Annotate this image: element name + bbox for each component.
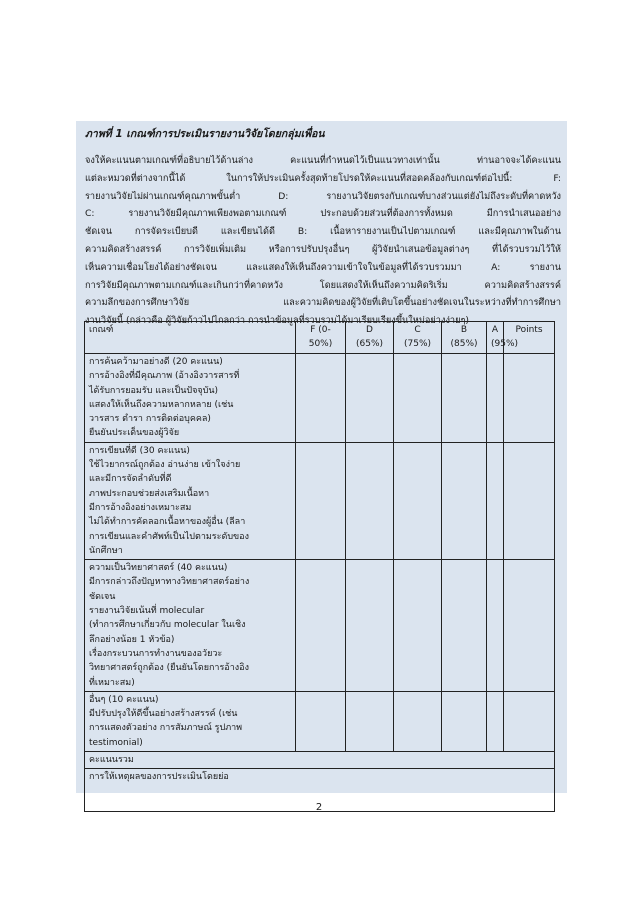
header-f-line: F (0- <box>310 325 331 335</box>
criteria-line: ความเป็นวิทยาศาสตร์ (40 คะแนน) <box>89 563 228 574</box>
table-row <box>85 442 555 559</box>
instructions-paragraph <box>85 152 561 330</box>
instruction-line: ชัดเจน การจัดระเบียบดี และเขียนได้ดี B: เนื้อหารายงานเป็นไปตามเกณฑ์ และมีคุณภาพในด้าน <box>85 226 561 238</box>
points-cell[interactable] <box>504 354 555 443</box>
criteria-line: ได้รับการยอมรับ และเป็นปัจจุบัน) <box>89 385 219 396</box>
criteria-line: เรื่องกระบวนการทำงานของอวัยวะ <box>89 648 223 659</box>
header-points: Points <box>504 322 555 354</box>
header-f <box>296 322 346 354</box>
header-c-line: (75%) <box>403 339 432 350</box>
instruction-line: งานวิจัยนี้ (กล่าวคือ ผู้วิจัยก้าวไปไกลกว่า การนำข้อมูลที่รวบรวมได้มาเรียบเรียงขึ้นใหม่อย่างง่ายๆ) <box>85 315 469 327</box>
header-b-line: B <box>460 325 468 335</box>
criteria-line: การอ้างอิงที่มีคุณภาพ (อ้างอิงวารสารที่ <box>89 371 240 382</box>
instruction-line: C: รายงานวิจัยมีคุณภาพเพียงพอตามเกณฑ์ ประกอบด้วยส่วนที่ต้องการทั้งหมด มีการนำเสนออย่าง <box>85 208 561 220</box>
header-f-line: 50%) <box>308 339 333 350</box>
header-a <box>487 322 519 354</box>
criteria-line: testimonial) <box>89 737 143 748</box>
criteria-line: การเขียนที่ดี (30 คะแนน) <box>89 445 190 456</box>
criteria-cell <box>85 691 296 751</box>
score-cell[interactable] <box>442 354 487 443</box>
header-c <box>394 322 442 354</box>
figure-caption: ภาพที่ 1 เกณฑ์การประเมินรายงานวิจัยโดยกลุ่มเพื่อน <box>85 128 325 140</box>
criteria-line: ภาพประกอบช่วยส่งเสริมเนื้อหา <box>89 488 210 499</box>
criteria-line: การค้นคว้ามาอย่างดี (20 คะแนน) <box>89 357 223 367</box>
rubric-table <box>84 321 555 812</box>
score-cell[interactable] <box>442 560 487 692</box>
criteria-line: รายงานวิจัยเน้นที่ molecular <box>89 606 205 617</box>
criteria-line: มีการกล่าวถึงปัญหาทางวิทยาศาสตร์อย่าง <box>89 577 250 588</box>
header-d <box>346 322 394 354</box>
criteria-cell <box>85 442 296 559</box>
criteria-line: ที่เหมาะสม) <box>89 677 135 688</box>
criteria-line: วิทยาศาสตร์ถูกต้อง (ยืนยันโดยการอ้างอิง <box>89 663 249 674</box>
header-a-line: A <box>491 325 499 335</box>
points-cell[interactable] <box>504 442 555 559</box>
criteria-line: ไม่ได้ทำการคัดลอกเนื้อหาของผู้อื่น (ลีลา <box>89 517 246 528</box>
points-cell[interactable] <box>504 691 555 751</box>
criteria-line: วารสาร ตำรา การติดต่อบุคคล) <box>89 414 211 425</box>
score-cell[interactable] <box>442 691 487 751</box>
score-cell[interactable] <box>296 691 346 751</box>
criteria-line: ลึกอย่างน้อย 1 หัวข้อ) <box>89 634 175 645</box>
score-cell[interactable] <box>394 691 442 751</box>
criteria-line: และมีการจัดลำดับที่ดี <box>89 474 172 485</box>
score-cell[interactable] <box>394 560 442 692</box>
criteria-line: นักศึกษา <box>89 545 123 556</box>
score-cell[interactable] <box>442 442 487 559</box>
score-cell[interactable] <box>487 442 504 559</box>
criteria-line: ใช้ไวยากรณ์ถูกต้อง อ่านง่าย เข้าใจง่าย <box>89 460 241 471</box>
instruction-line: เห็นความเชื่อมโยงได้อย่างชัดเจน และแสดงให้เห็นถึงความเข้าใจในข้อมูลที่ได้รวบรวมมา A: รายงาน <box>85 261 561 273</box>
header-c-line: C <box>414 325 421 335</box>
table-row <box>85 560 555 692</box>
score-cell[interactable] <box>296 560 346 692</box>
score-cell[interactable] <box>346 691 394 751</box>
total-label: คะแนนรวม <box>85 752 555 769</box>
score-cell[interactable] <box>296 442 346 559</box>
score-cell[interactable] <box>346 354 394 443</box>
header-a-line: (95%) <box>491 339 519 350</box>
instruction-line: แต่ละหมวดที่ต่างจากนี้ได้ ในการให้ประเมินครั้งสุดท้ายโปรดให้คะแนนที่สอดคล้องกับเกณฑ์ต่อไปนี้: F: <box>85 172 561 184</box>
score-cell[interactable] <box>487 560 504 692</box>
criteria-cell <box>85 560 296 692</box>
table-row <box>85 354 555 443</box>
table-row <box>85 691 555 751</box>
header-criteria: เกณฑ์ <box>85 322 296 354</box>
score-cell[interactable] <box>487 691 504 751</box>
score-cell[interactable] <box>394 354 442 443</box>
reason-label[interactable]: การให้เหตุผลของการประเมินโดยย่อ <box>85 769 555 812</box>
score-cell[interactable] <box>346 442 394 559</box>
instruction-line: ความลึกของการศึกษาวิจัย และความคิดของผู้วิจัยที่เติบโตขึ้นอย่างชัดเจนในระหว่างที่ทำการศึกษา <box>85 297 561 309</box>
criteria-line: มีปรับปรุงให้ดีขึ้นอย่างสร้างสรรค์ (เช่น <box>89 709 238 720</box>
criteria-line: การเขียนและคำศัพท์เป็นไปตามระดับของ <box>89 531 249 542</box>
score-cell[interactable] <box>296 354 346 443</box>
instruction-line: จงให้คะแนนตามเกณฑ์ที่อธิบายไว้ด้านล่าง คะแนนที่กำหนดไว้เป็นแนวทางเท่านั้น ท่านอาจจะได้คะแนน <box>85 155 561 166</box>
header-b-line: (85%) <box>450 339 478 350</box>
criteria-line: แสดงให้เห็นถึงความหลากหลาย (เช่น <box>89 399 234 410</box>
criteria-line: มีการอ้างอิงอย่างเหมาะสม <box>89 502 192 513</box>
page-number: 2 <box>315 802 323 813</box>
header-d-line: (65%) <box>355 339 384 350</box>
score-cell[interactable] <box>487 354 504 443</box>
criteria-line: ชัดเจน <box>89 591 116 602</box>
score-cell[interactable] <box>346 560 394 692</box>
instruction-line: การวิจัยมีคุณภาพตามเกณฑ์และเกินกว่าที่คาดหวัง โดยแสดงให้เห็นถึงความคิดริเริ่ม ความคิดสร้างสรรค์ <box>85 279 561 291</box>
header-b <box>442 322 487 354</box>
criteria-line: การแสดงตัวอย่าง การสัมภาษณ์ รูปภาพ <box>89 723 243 734</box>
instruction-line: ความคิดสร้างสรรค์ การวิจัยเพิ่มเติม หรือการปรับปรุงอื่นๆ ผู้วิจัยนำเสนอข้อมูลต่างๆ ที่ได้รวบรวมไว้ให้ <box>85 243 561 255</box>
header-d-line: D <box>366 325 373 335</box>
criteria-cell <box>85 354 296 443</box>
table-header-row <box>85 322 555 354</box>
criteria-line: (ทำการศึกษาเกี่ยวกับ molecular ในเชิง <box>89 620 246 631</box>
instruction-line: รายงานวิจัยไม่ผ่านเกณฑ์คุณภาพขั้นต่ำ D: รายงานวิจัยตรงกับเกณฑ์บางส่วนแต่ยังไม่ถึงระดับที่คาดหวัง <box>85 190 561 202</box>
criteria-line: อื่นๆ (10 คะแนน) <box>89 694 159 705</box>
total-row <box>85 752 555 769</box>
criteria-line: ยืนยันประเด็นของผู้วิจัย <box>89 428 180 439</box>
points-cell[interactable] <box>504 560 555 692</box>
score-cell[interactable] <box>394 442 442 559</box>
